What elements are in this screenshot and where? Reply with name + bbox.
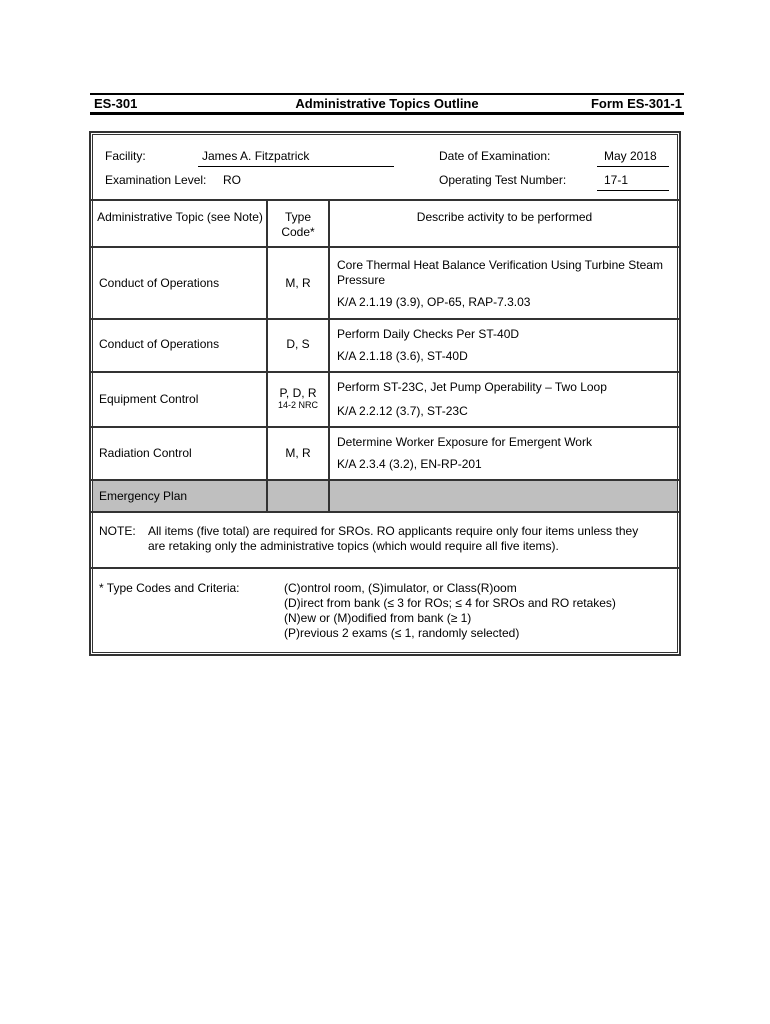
table-row-code: M, R [285, 446, 311, 460]
note-text-line-2: are retaking only the administrative topics (which would require all five items). [148, 539, 559, 553]
facility-underline [198, 166, 394, 167]
topic-column-header: Administrative Topic (see Note) [97, 210, 263, 224]
test-number-value: 17-1 [604, 173, 629, 187]
divider [91, 371, 679, 373]
type-code-item: (D)irect from bank (≤ 3 for ROs; ≤ 4 for SROs and RO retakes) [284, 596, 616, 610]
table-row-activity: Perform Daily Checks Per ST-40D [337, 327, 520, 341]
facility-label: Facility: [105, 149, 146, 163]
table-row-topic: Equipment Control [99, 392, 199, 406]
type-code-item: (P)revious 2 exams (≤ 1, randomly selected) [284, 626, 520, 640]
table-row-code: P, D, R [279, 386, 317, 400]
divider [91, 426, 679, 428]
activity-column-header: Describe activity to be performed [416, 210, 593, 224]
form-id-left: ES-301 [94, 96, 138, 111]
type-code-column-header: Type Code* [281, 210, 315, 239]
type-code-item: (C)ontrol room, (S)imulator, or Class(R)oom [284, 581, 517, 595]
date-value: May 2018 [604, 149, 657, 163]
form-header [90, 93, 684, 115]
table-row-ka: K/A 2.3.4 (3.2), EN-RP-201 [337, 457, 482, 471]
divider [91, 479, 679, 481]
divider [91, 567, 679, 569]
date-underline [597, 166, 669, 167]
form-id-right: Form ES-301-1 [590, 96, 682, 111]
table-row-ka: K/A 2.1.18 (3.6), ST-40D [337, 349, 468, 363]
table-row-activity: Perform ST-23C, Jet Pump Operability – Two Loop [337, 380, 607, 394]
type-codes-label: * Type Codes and Criteria: [99, 581, 240, 595]
divider [91, 318, 679, 320]
table-row-code: D, S [286, 337, 310, 351]
table-row-activity: Determine Worker Exposure for Emergent Work [337, 435, 592, 449]
type-code-item: (N)ew or (M)odified from bank (≥ 1) [284, 611, 472, 625]
table-row-ka: K/A 2.2.12 (3.7), ST-23C [337, 404, 468, 418]
table-row-topic: Conduct of Operations [99, 276, 220, 290]
table-row-code-note: 14-2 NRC [277, 400, 318, 410]
exam-level-label: Examination Level: [105, 173, 207, 187]
column-divider [328, 199, 330, 512]
column-divider [266, 199, 268, 512]
table-row-code: M, R [285, 276, 311, 290]
table-row-topic: Conduct of Operations [99, 337, 220, 351]
divider [91, 511, 679, 513]
note-label: NOTE: [99, 524, 136, 538]
form-title: Administrative Topics Outline [295, 96, 479, 111]
divider [91, 199, 679, 201]
exam-level-value: RO [223, 173, 241, 187]
test-number-label: Operating Test Number: [439, 173, 567, 187]
divider [91, 246, 679, 248]
test-number-underline [597, 190, 669, 191]
outline-form [89, 131, 681, 656]
table-row-topic: Radiation Control [99, 446, 192, 460]
emergency-plan-topic: Emergency Plan [99, 489, 188, 503]
note-text-line-1: All items (five total) are required for SROs. RO applicants require only four items unless they [148, 524, 639, 538]
date-label: Date of Examination: [439, 149, 551, 163]
table-row-activity: Core Thermal Heat Balance Verification Using Turbine Steam Pressure [337, 258, 663, 287]
table-row-ka: K/A 2.1.19 (3.9), OP-65, RAP-7.3.03 [337, 295, 531, 309]
facility-value: James A. Fitzpatrick [202, 149, 310, 163]
